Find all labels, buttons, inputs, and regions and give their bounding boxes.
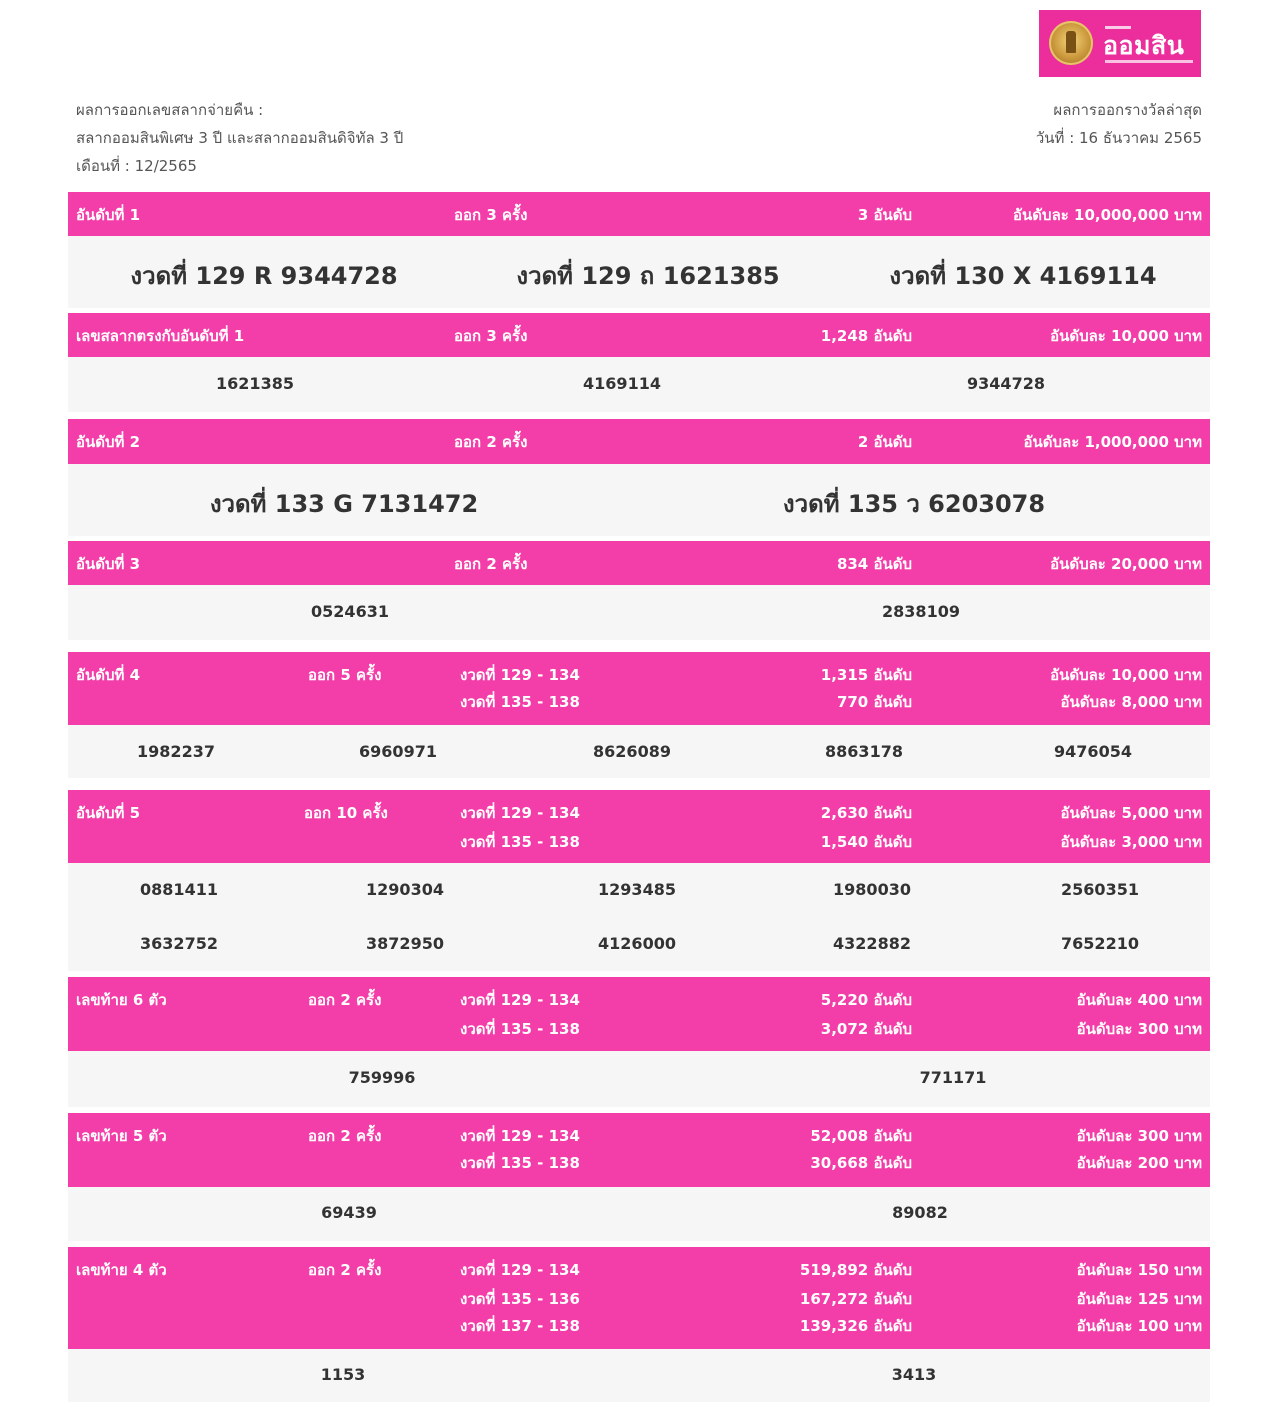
prize-name: อันดับที่ 3 [76,555,141,573]
prize-count: 5,220 อันดับ [820,991,912,1009]
prize-number: 1153 [320,1365,366,1384]
prize-period: งวดที่ 129 - 134 [460,991,580,1009]
prize-number: 759996 [348,1068,416,1087]
prize-amount: อันดับละ 3,000 บาท [1060,833,1202,851]
prize-draws: ออก 5 ครั้ง [308,666,382,684]
prize-number: งวดที่ 129 ถ 1621385 [516,262,780,290]
prize-period: งวดที่ 135 - 138 [460,1020,580,1038]
prize-period: งวดที่ 135 - 136 [460,1290,580,1308]
prize-number: 9344728 [967,374,1045,393]
last5-numbers [68,1187,1210,1241]
prize-count: 519,892 อันดับ [799,1261,912,1279]
prize-name: เลขสลากตรงกับอันดับที่ 1 [76,327,245,345]
result-info-title: ผลการออกเลขสลากจ่ายคืน : [76,101,264,119]
prize-number: 3413 [891,1365,937,1384]
prize-number: 1621385 [216,374,294,393]
prize-draws: ออก 3 ครั้ง [454,206,528,224]
prize-count: 1,315 อันดับ [820,666,912,684]
prize-count: 167,272 อันดับ [799,1290,912,1308]
prize-number: 8863178 [825,742,903,761]
prize-number: 1980030 [833,880,911,899]
prize-number: 1982237 [137,742,215,761]
prize-period: งวดที่ 135 - 138 [460,833,580,851]
prize-count: 139,326 อันดับ [799,1317,912,1335]
prize-number: 9476054 [1054,742,1132,761]
prize-amount: อันดับละ 10,000,000 บาท [1013,206,1202,224]
prize-number: งวดที่ 133 G 7131472 [209,490,479,518]
prize2-header [68,419,1210,464]
prize-count: 834 อันดับ [836,555,912,573]
latest-result-date: วันที่ : 16 ธันวาคม 2565 [1035,129,1202,147]
prize-amount: อันดับละ 300 บาท [1076,1127,1202,1145]
result-info-month: เดือนที่ : 12/2565 [76,157,197,175]
prize-number: 6960971 [359,742,437,761]
prize2-numbers [68,464,1210,536]
prize-number: 4126000 [598,934,676,953]
prize-period: งวดที่ 135 - 138 [460,693,580,711]
last5-header [68,1113,1210,1187]
prize-name: เลขท้าย 6 ตัว [76,991,167,1009]
prize-draws: ออก 3 ครั้ง [454,327,528,345]
prize5-numbers [68,863,1210,971]
prize-number: 0881411 [140,880,218,899]
prize-amount: อันดับละ 10,000 บาท [1050,666,1202,684]
prize-period: งวดที่ 129 - 134 [460,804,580,822]
prize-name: อันดับที่ 2 [76,433,141,451]
prize-amount: อันดับละ 300 บาท [1076,1020,1202,1038]
prize-amount: อันดับละ 8,000 บาท [1060,693,1202,711]
prize-amount: อันดับละ 125 บาท [1076,1290,1202,1308]
prize-draws: ออก 2 ครั้ง [308,991,382,1009]
prize-number: 3632752 [140,934,218,953]
prize1-header [68,192,1210,236]
prize-number: 0524631 [311,602,389,621]
prize-number: 7652210 [1061,934,1139,953]
prize-amount: อันดับละ 10,000 บาท [1050,327,1202,345]
prize-name: อันดับที่ 5 [76,804,141,822]
prize-draws: ออก 2 ครั้ง [308,1261,382,1279]
prize-count: 3,072 อันดับ [820,1020,912,1038]
prize-count: 1,540 อันดับ [820,833,912,851]
prize5-header [68,790,1210,863]
prize-number: 1293485 [598,880,676,899]
prize-number: 69439 [321,1203,377,1222]
last4-header [68,1247,1210,1349]
prize-number: งวดที่ 135 ว 6203078 [782,490,1046,518]
prize-count: 2,630 อันดับ [820,804,912,822]
prize1-numbers [68,236,1210,308]
logo-tagline-decoration [1105,60,1193,63]
logo-text: ออมสิน [1103,31,1185,60]
prize-number: 771171 [919,1068,987,1087]
prize-period: งวดที่ 135 - 138 [460,1154,580,1172]
prize-name: อันดับที่ 1 [76,206,141,224]
prize-number: 3872950 [366,934,444,953]
prize-name: เลขท้าย 5 ตัว [76,1127,167,1145]
prize-draws: ออก 10 ครั้ง [304,804,388,822]
prize-amount: อันดับละ 1,000,000 บาท [1023,433,1202,451]
gsb-logo [1039,10,1201,77]
prize-number: 1290304 [366,880,444,899]
last6-header [68,977,1210,1051]
near1-header [68,313,1210,357]
prize-name: เลขท้าย 4 ตัว [76,1261,167,1279]
last6-numbers [68,1051,1210,1107]
prize-amount: อันดับละ 400 บาท [1076,991,1202,1009]
prize-number: 8626089 [593,742,671,761]
prize-draws: ออก 2 ครั้ง [454,555,528,573]
last4-numbers [68,1349,1210,1402]
prize4-header [68,652,1210,725]
prize-period: งวดที่ 129 - 134 [460,1127,580,1145]
near1-numbers [68,357,1210,412]
prize-count: 1,248 อันดับ [820,327,912,345]
prize-period: งวดที่ 129 - 134 [460,1261,580,1279]
prize-amount: อันดับละ 5,000 บาท [1060,804,1202,822]
prize-draws: ออก 2 ครั้ง [308,1127,382,1145]
prize-period: งวดที่ 137 - 138 [460,1317,580,1335]
prize4-numbers [68,725,1210,778]
prize-amount: อันดับละ 200 บาท [1076,1154,1202,1172]
prize-name: อันดับที่ 4 [76,666,141,684]
prize3-header [68,541,1210,585]
prize-number: 2560351 [1061,880,1139,899]
prize-number: 4322882 [833,934,911,953]
prize-count: 770 อันดับ [836,693,912,711]
prize-amount: อันดับละ 20,000 บาท [1050,555,1202,573]
prize-count: 52,008 อันดับ [810,1127,912,1145]
prize-number: งวดที่ 129 R 9344728 [130,262,398,290]
latest-result-title: ผลการออกรางวัลล่าสุด [1053,101,1202,119]
latest-result-info [1036,96,1202,152]
gsb-seal-icon [1049,21,1093,65]
prize-count: 2 อันดับ [857,433,912,451]
result-info-product: สลากออมสินพิเศษ 3 ปี และสลากออมสินดิจิทัล 3 ปี [76,129,404,147]
prize-amount: อันดับละ 150 บาท [1076,1261,1202,1279]
prize-number: งวดที่ 130 X 4169114 [889,262,1157,290]
prize-period: งวดที่ 129 - 134 [460,666,580,684]
prize-amount: อันดับละ 100 บาท [1076,1317,1202,1335]
prize3-numbers [68,585,1210,640]
prize-draws: ออก 2 ครั้ง [454,433,528,451]
prize-number: 4169114 [583,374,661,393]
prize-count: 30,668 อันดับ [810,1154,912,1172]
prize-number: 2838109 [882,602,960,621]
prize-number: 89082 [892,1203,948,1222]
result-info [76,96,403,180]
prize-count: 3 อันดับ [857,206,912,224]
